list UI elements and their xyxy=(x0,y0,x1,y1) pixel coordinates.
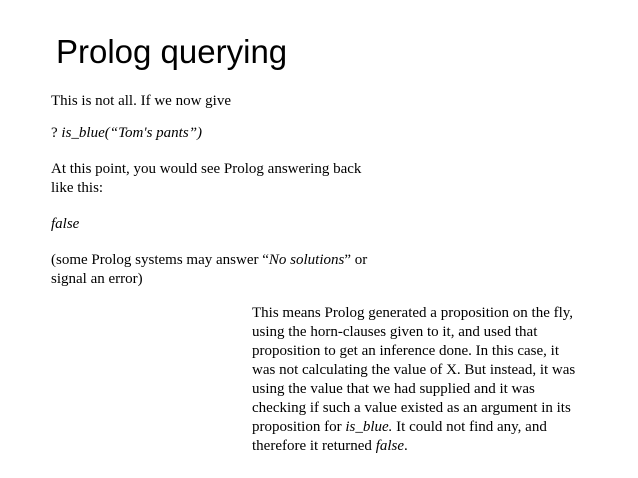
explanation-line: This means Prolog generated a proposition on the fly, xyxy=(252,305,574,321)
explanation-italic: is_blue. xyxy=(345,419,393,435)
paragraph-line: At this point, you would see Prolog answering back xyxy=(51,161,362,177)
note-text: (some Prolog systems may answer “ xyxy=(51,252,269,268)
note-line: signal an error) xyxy=(51,271,143,287)
explanation-text: therefore it returned xyxy=(252,438,376,454)
intro-line: This is not all. If we now give xyxy=(51,93,231,109)
explanation-italic: false xyxy=(375,438,405,454)
explanation-line: using the horn-clauses given to it, and used that xyxy=(252,324,538,340)
query-text: is_blue(“Tom's pants”) xyxy=(61,125,203,141)
explanation-line: using the value that we had supplied and it was xyxy=(252,381,535,397)
prolog-answer: false xyxy=(51,216,80,232)
note-line xyxy=(51,251,367,270)
slide-title: Prolog querying xyxy=(56,33,288,70)
query-line xyxy=(51,124,202,143)
explanation-line: proposition to get an inference done. In this case, it xyxy=(252,343,559,359)
note-italic: No solutions xyxy=(268,252,345,268)
note-text: ” or xyxy=(344,252,368,268)
explanation-line xyxy=(252,418,547,437)
explanation-text: . xyxy=(404,438,408,454)
explanation-line xyxy=(252,437,408,456)
explanation-line: checking if such a value existed as an argument in its xyxy=(252,400,571,416)
query-prompt: ? xyxy=(51,125,62,141)
paragraph-line: like this: xyxy=(51,180,104,196)
explanation-line: was not calculating the value of X. But instead, it was xyxy=(252,362,576,378)
explanation-text: proposition for xyxy=(252,419,346,435)
explanation-text: It could not find any, and xyxy=(392,419,547,435)
